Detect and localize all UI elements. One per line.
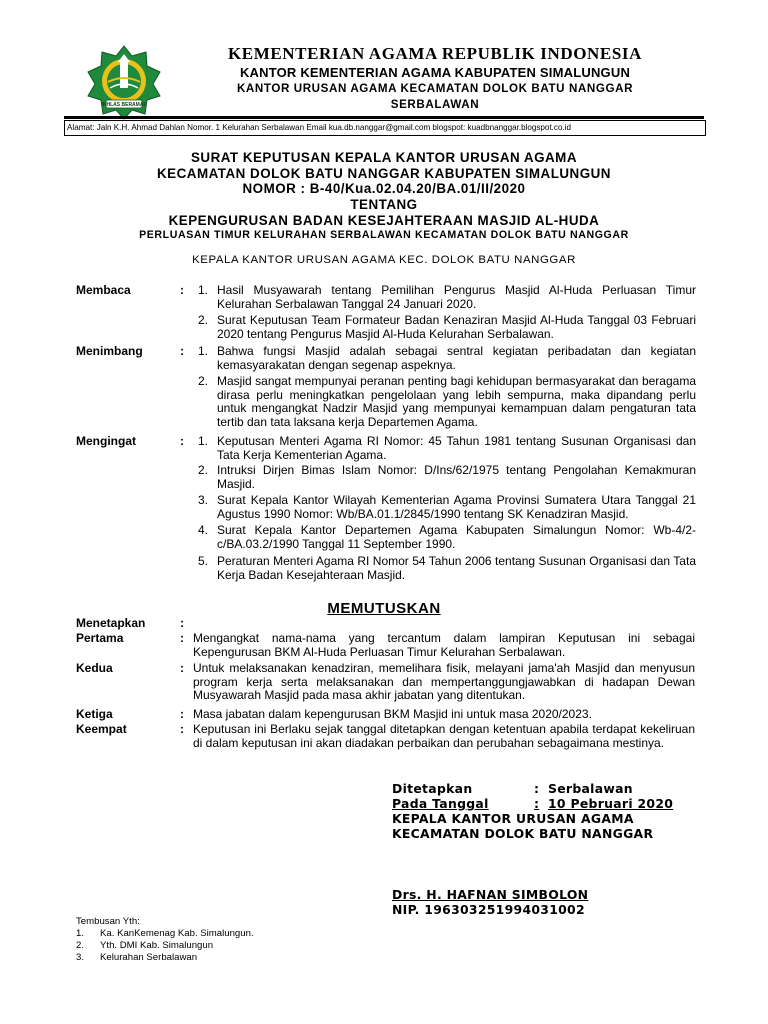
kedua-colon: : xyxy=(180,661,184,675)
title-subject-location: PERLUASAN TIMUR KELURAHAN SERBALAWAN KECAMATAN DOLOK BATU NANGGAR xyxy=(139,229,629,241)
title-subject: KEPENGURUSAN BADAN KESEJAHTERAAN MASJID AL-HUDA xyxy=(168,213,600,228)
decree-number: NOMOR : B-40/Kua.02.04.20/BA.01/II/2020 xyxy=(242,181,526,196)
list-item: 3. Surat Kepala Kantor Wilayah Kementerian Agama Provinsi Sumatera Utara Tanggal 21 Agustus 1990 Nomor: Wb/BA.01.1/2845/1990 tentang SK Kenadziran Masjid. xyxy=(197,493,696,521)
menetapkan-label: Menetapkan xyxy=(76,616,146,630)
list-item: 2. Intruksi Dirjen Bimas Islam Nomor: D/Ins/62/1975 tentang Pengolahan Kemakmuran Masjid. xyxy=(197,463,696,491)
kedua-text: Untuk melaksanakan kenadziran, memelihara fisik, melayani jama'ah Masjid dan menyusun program kerja serta melaksanakan dan mempertanggungjawabkan di hadapan Dewan Musyawarah Masjid pada masa akhir jabatan yang ditentukan. xyxy=(193,661,695,702)
keempat-text: Keputusan ini Berlaku sejak tanggal ditetapkan dengan ketentuan apabila terdapat kekeliruan di dalam keputusan ini akan diadakan perbaikan dan perubahan sebagaimana mestinya. xyxy=(193,722,695,750)
ditetapkan-row: Ditetapkan : Serbalawan xyxy=(392,781,633,796)
list-item: 1. Hasil Musyawarah tentang Pemilihan Pengurus Masjid Al-Huda Perluasan Timur Kelurahan Serbalawan Tanggal 24 Januari 2020. xyxy=(197,283,696,311)
address-line: Alamat: Jaln K.H. Ahmad Dahlan Nomor. 1 Kelurahan Serbalawan Email kua.db.nanggar@gmail.com blogspot: kuadbnanggar.blogspot.co.id xyxy=(64,120,706,136)
list-item: 2. Masjid sangat mempunyai peranan penting bagi kehidupan bermasyarakat dan beragama dirasa perlu meningkatkan pengelolaan yang lebih sempurna, maka dipandang perlu untuk mengangkat Nadzir Masjid yang mempunyai kemampuan dalam pengaturan tata tertib dan tata laksana kerja Departemen Agama. xyxy=(197,374,696,429)
ketiga-colon: : xyxy=(180,707,184,721)
signer-name: Drs. H. HAFNAN SIMBOLON xyxy=(392,887,589,902)
tembusan-title: Tembusan Yth: xyxy=(76,916,140,927)
tanggal-row: Pada Tanggal : 10 Pebruari 2020 xyxy=(392,796,674,811)
signer-position-1: KEPALA KANTOR URUSAN AGAMA xyxy=(392,811,634,826)
pertama-colon: : xyxy=(180,631,184,645)
ministry-logo-icon xyxy=(84,44,164,120)
kedua-label: Kedua xyxy=(76,661,113,675)
mengingat-colon: : xyxy=(180,434,184,448)
office-name: KANTOR KEMENTERIAN AGAMA KABUPATEN SIMALUNGUN xyxy=(239,65,631,80)
list-item: 4. Surat Kepala Kantor Departemen Agama Kabupaten Simalungun Nomor: Wb-4/2-c/BA.03.2/1990 Tanggal 11 September 1990. xyxy=(197,523,696,551)
keempat-label: Keempat xyxy=(76,722,127,736)
letterhead xyxy=(170,44,700,113)
title-line-tentang: TENTANG xyxy=(350,196,418,212)
menimbang-colon: : xyxy=(180,344,184,358)
logo-motto: IKHLAS BERAMAL xyxy=(101,102,147,109)
title-line-2: KECAMATAN DOLOK BATU NANGGAR KABUPATEN SIMALUNGUN xyxy=(157,165,611,181)
signer-position-2: KECAMATAN DOLOK BATU NANGGAR xyxy=(392,826,654,841)
menimbang-label: Menimbang xyxy=(76,344,143,358)
list-item: 5. Peraturan Menteri Agama RI Nomor 54 Tahun 2006 tentang Susunan Organisasi dan Tata Kerja Badan Kesejahteraan Masjid. xyxy=(197,554,696,582)
menetapkan-colon: : xyxy=(180,616,184,630)
title-line-1: SURAT KEPUTUSAN KEPALA KANTOR URUSAN AGAMA xyxy=(190,150,578,165)
list-item: 1. Bahwa fungsi Masjid adalah sebagai sentral kegiatan peribadatan dan kegiatan kemasyarakatan dengan segenap aspeknya. xyxy=(197,344,696,372)
ketiga-text: Masa jabatan dalam kepengurusan BKM Masjid ini untuk masa 2020/2023. xyxy=(193,707,592,721)
pertama-label: Pertama xyxy=(76,631,124,645)
sub-office-name: KANTOR URUSAN AGAMA KECAMATAN DOLOK BATU NANGGAR xyxy=(236,82,634,95)
list-item: 1. Keputusan Menteri Agama RI Nomor: 45 Tahun 1981 tentang Susunan Organisasi dan Tata Kerja Kementerian Agama. xyxy=(197,434,696,462)
sub-office-location: SERBALAWAN xyxy=(390,98,480,111)
mengingat-label: Mengingat xyxy=(76,434,136,448)
signer-nip: NIP. 196303251994031002 xyxy=(392,902,585,917)
memutuskan-heading: MEMUTUSKAN xyxy=(327,600,441,617)
membaca-label: Membaca xyxy=(76,283,131,297)
membaca-colon: : xyxy=(180,283,184,297)
pertama-text: Mengangkat nama-nama yang tercantum dalam lampiran Keputusan ini sebagai Kepengurusan BKM Al-Huda Perluasan Timur Kelurahan Serbalawan. xyxy=(193,631,695,659)
list-item: 2. Surat Keputusan Team Formateur Badan Kenaziran Masjid Al-Huda Tanggal 03 Februari 2020 tentang Pengurus Masjid Al-Huda Kelurahan Serbalawan. xyxy=(197,313,696,341)
letterhead-rule xyxy=(64,116,704,119)
document-page: IKHLAS BERAMAL KEMENTERIAN AGAMA REPUBLIK INDONESIA KANTOR KEMENTERIAN AGAMA KABUPATEN SIMALUNGUN KANTOR URUSAN AGAMA KECAMATAN DOLOK BATU NANGGAR SERBALAWAN Alamat: Jaln K.H. Ahmad Dahlan Nomor. 1 Kelurahan Serbalawan Email kua.db.nanggar@gmail.com blogspot: kuadbnanggar.blogspot.co.id SURAT KEPUTUSAN KEPALA KANTOR URUSAN AGAMA KECAMATAN DOLOK BATU NANGGAR KABUPATEN SIMALUNGUN NOMOR : B-40/Kua.02.04.20/BA.01/II/2020 TENTANG KEPENGURUSAN BADAN KESEJAHTERAAN MASJID AL-HUDA PERLUASAN TIMUR KELURAHAN SERBALAWAN KECAMATAN DOLOK BATU NANGGAR KEPALA KANTOR URUSAN AGAMA KEC. DOLOK BATU NANGGAR Membaca : 1. Hasil Musyawarah tentang Pemilihan Pengurus Masjid Al-Huda Perluasan Timur Kelurahan Serbalawan Tanggal 24 Januari 2020. 2. Surat Keputusan Team Formateur Badan Kenaziran Masjid Al-Huda Tanggal 03 Februari 2020 tentang Pengurus Masjid Al-Huda Kelurahan Serbalawan. Menimbang : 1. Bahwa fungsi Masjid adalah sebagai sentral kegiatan peribadatan dan kegiatan kemasyarakatan dengan segenap aspeknya. 2. Masjid sangat mempunyai peranan penting bagi kehidupan bermasyarakat dan beragama dirasa perlu meningkatkan pengelolaan yang lebih sempurna, maka dipandang perlu untuk mengangkat Nadzir Masjid yang mempunyai kemampuan dalam pengaturan tata tertib dan tata laksana kerja Departemen Agama. Mengingat : 1. Keputusan Menteri Agama RI Nomor: 45 Tahun 1981 tentang Susunan Organisasi dan Tata Kerja Kementerian Agama. 2. Intruksi Dirjen Bimas Islam Nomor: D/Ins/62/1975 tentang Pengolahan Kemakmuran Masjid. 3. Surat Kepala Kantor Wilayah Kementerian Agama Provinsi Sumatera Utara Tanggal 21 Agustus 1990 Nomor: Wb/BA.01.1/2845/1990 tentang SK Kenadziran Masjid. 4. Surat Kepala Kantor Departemen Agama Kabupaten Simalungun Nomor: Wb-4/2-c/BA.03.2/1990 Tanggal 11 September 1990. 5. Peraturan Menteri Agama RI Nomor 54 Tahun 2006 tentang Susunan Organisasi dan Tata Kerja Badan Kesejahteraan Masjid. MEMUTUSKAN Menetapkan : Pertama : Mengangkat nama-nama yang tercantum dalam lampiran Keputusan ini sebagai Kepengurusan BKM Al-Huda Perluasan Timur Kelurahan Serbalawan. Kedua : Untuk melaksanakan kenadziran, memelihara fisik, melayani jama'ah Masjid dan menyusun program kerja serta melaksanakan dan mempertanggungjawabkan di hadapan Dewan Musyawarah Masjid pada masa akhir jabatan yang ditentukan. Ketiga : Masa jabatan dalam kepengurusan BKM Masjid ini untuk masa 2020/2023. Keempat : Keputusan ini Berlaku sejak tanggal ditetapkan dengan ketentuan apabila terdapat kekeliruan di dalam keputusan ini akan diadakan perbaikan dan perubahan sebagaimana mestinya. Ditetapkan : Serbalawan Pada Tanggal : 10 Pebruari 2020 KEPALA KANTOR URUSAN AGAMA KECAMATAN DOLOK BATU NANGGAR Drs. H. HAFNAN SIMBOLON NIP. 196303251994031002 Tembusan Yth: 1. Ka. KanKemenag Kab. Simalungun. 2. Yth. DMI Kab. Simalungun 3. Kelurahan Serbalawan xyxy=(0,0,768,1024)
decree-title xyxy=(100,150,668,242)
ketiga-label: Ketiga xyxy=(76,707,113,721)
keempat-colon: : xyxy=(180,722,184,736)
issuer-line: KEPALA KANTOR URUSAN AGAMA KEC. DOLOK BATU NANGGAR xyxy=(192,254,576,266)
ministry-name: KEMENTERIAN AGAMA REPUBLIK INDONESIA xyxy=(227,44,643,63)
